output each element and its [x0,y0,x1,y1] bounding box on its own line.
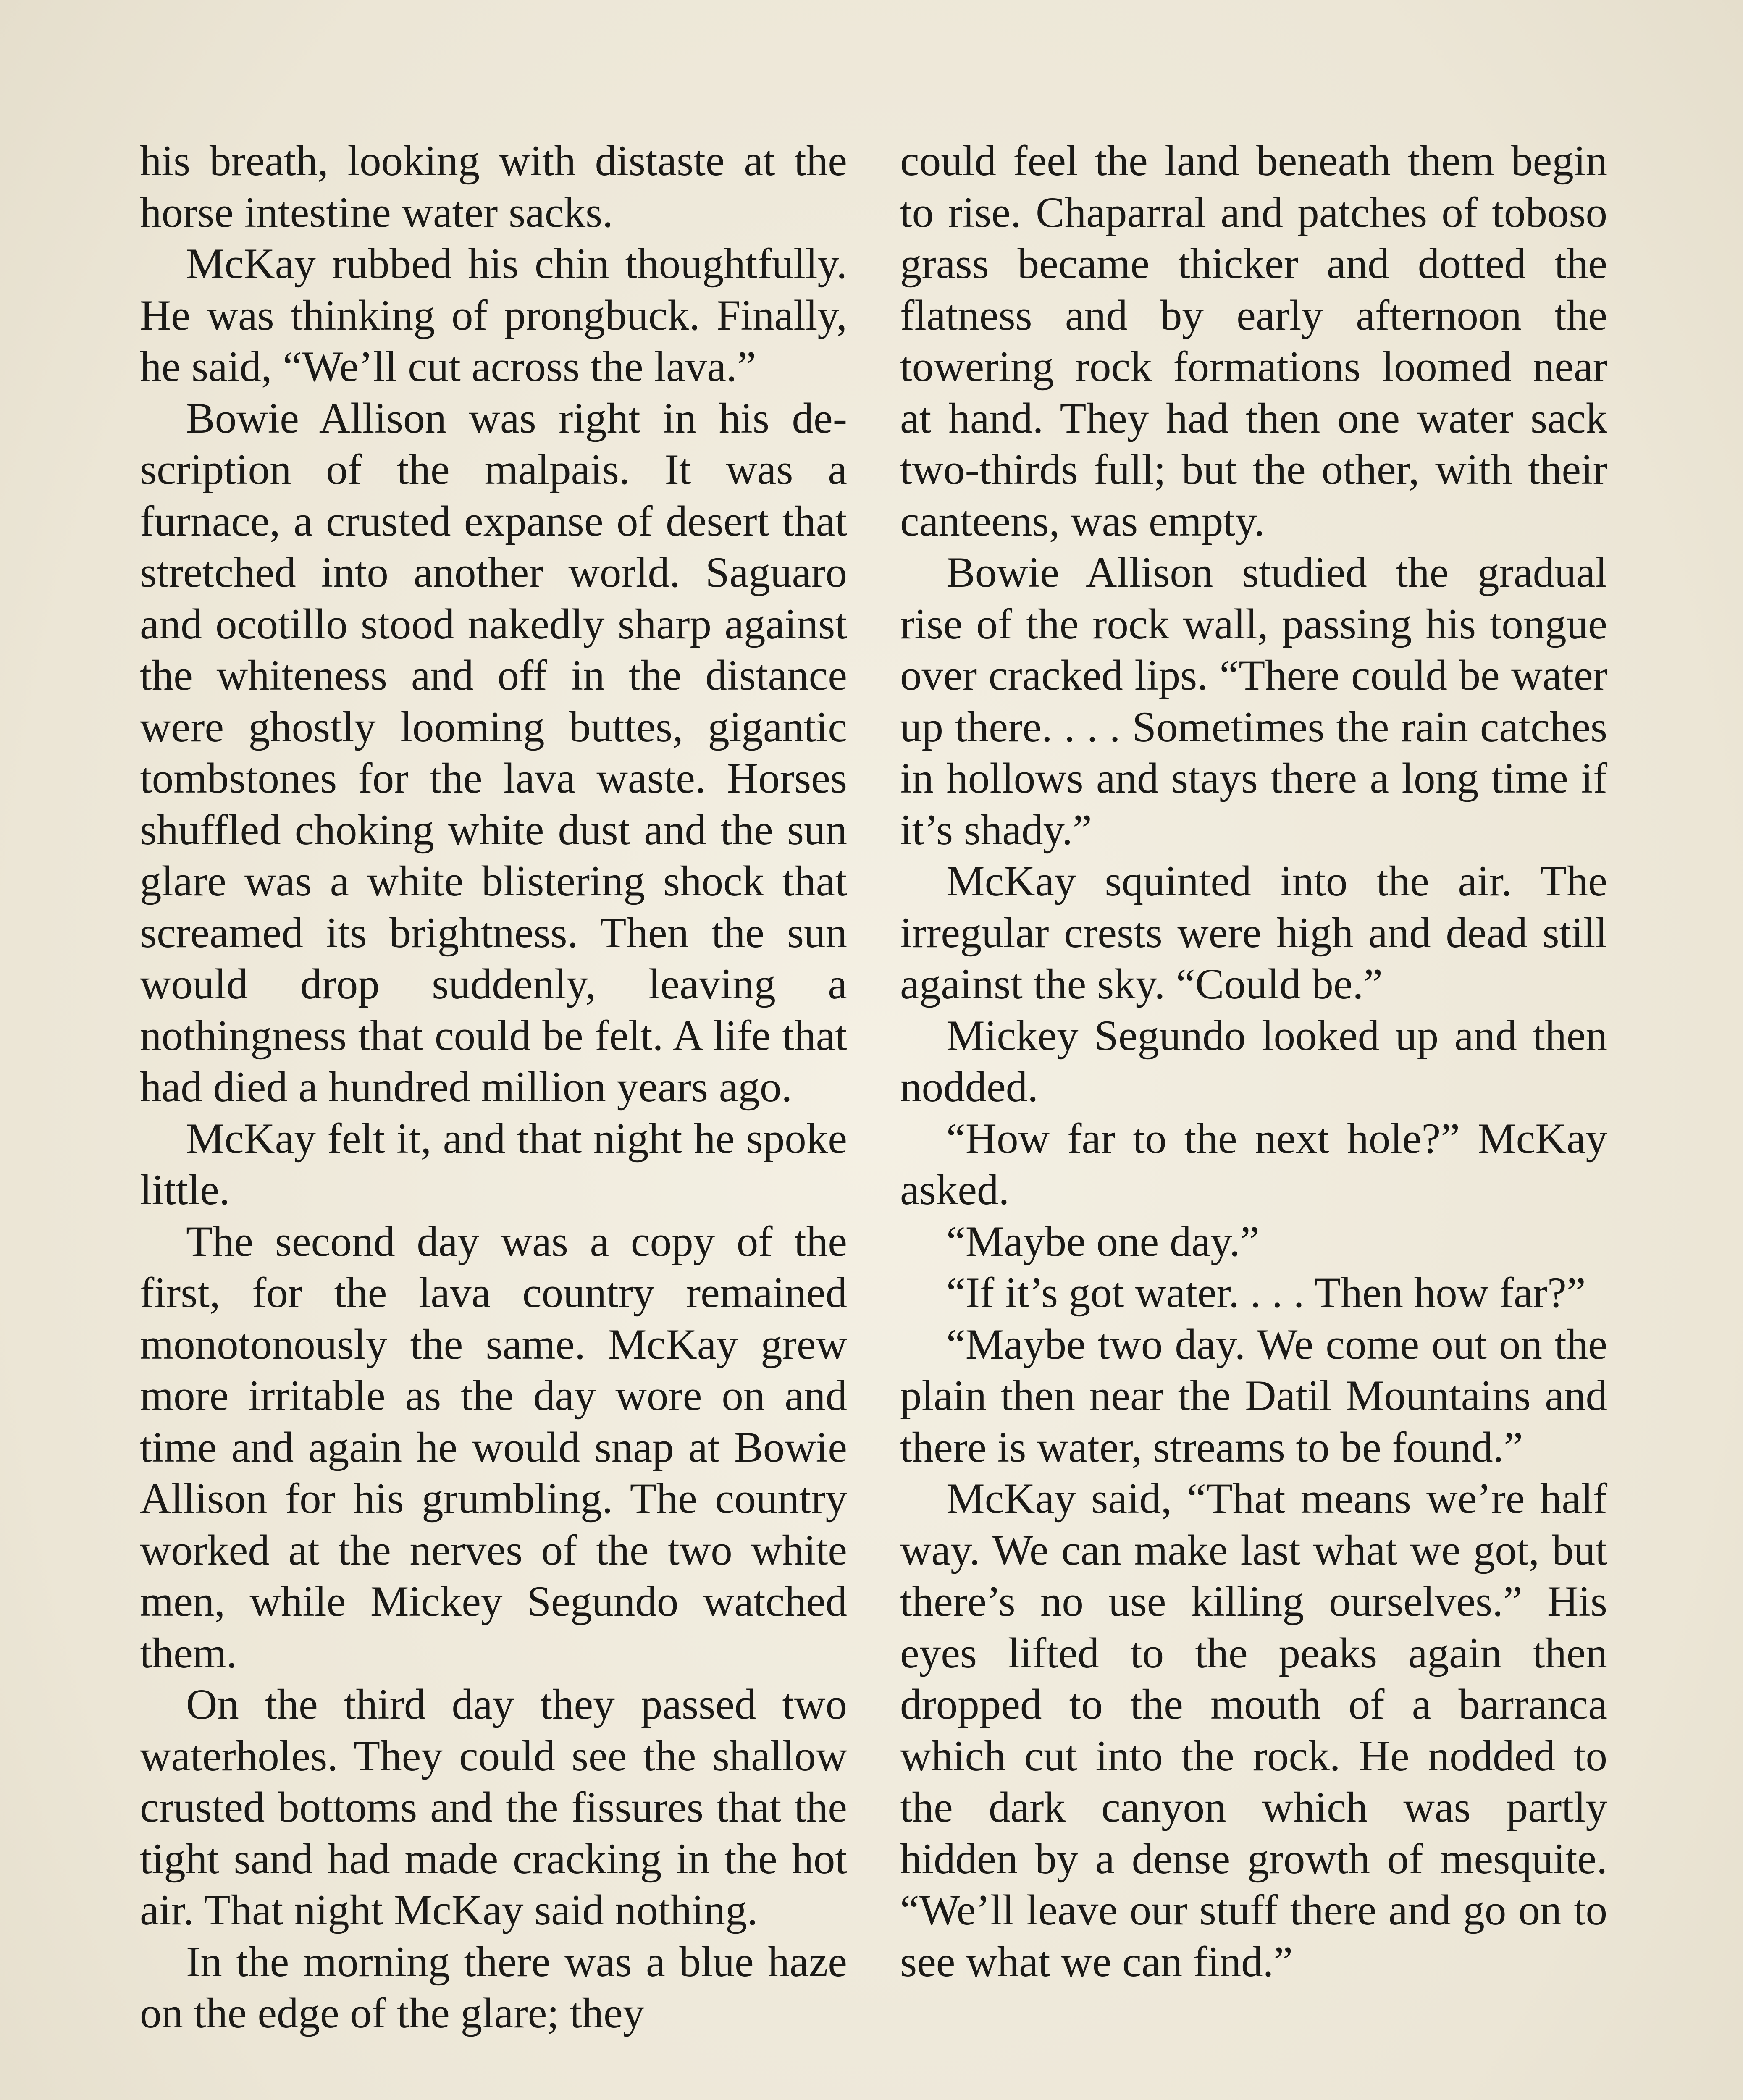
paragraph: In the morning there was a blue haze on the edge of the glare; they [140,1937,847,2037]
paragraph: Bowie Allison was right in his description of the malpais. It was a furnace, a crusted expanse of desert that stretched into another world. Saguaro and ocotillo stood nakedly sharp against the whiteness and off in the distance were ghostly looming buttes, gigantic tombstones for the lava waste. Horses shuffled choking white dust and the sun glare was a white blistering shock that screamed its brightness. Then the sun would drop suddenly, leaving a nothingness that could be felt. A life that had died a hundred million years ago. [140,394,847,1111]
paragraph: his breath, looking with distaste at the horse intestine water sacks. [140,137,847,236]
paragraph: “Maybe two day. We come out on the plain then near the Datil Mountains and there is water, streams to be found.” [900,1320,1607,1471]
paragraph: McKay said, “That means we’re half way. We can make last what we got, but there’s no use killing ourselves.” His eyes lifted to the peaks again then dropped to the mouth of a barranca which cut into the rock. He nodded to the dark canyon which was partly hidden by a dense growth of mesquite. “We’ll leave our stuff there and go on to see what we can find.” [900,1475,1607,1986]
paragraph: McKay rubbed his chin thoughtfully. He was thinking of prongbuck. Finally, he said, “We’ll cut across the lava.” [140,240,847,391]
paragraph: McKay felt it, and that night he spoke little. [140,1114,847,1214]
paragraph: could feel the land beneath them begin to rise. Chaparral and patches of toboso grass became thicker and dotted the flatness and by early afternoon the towering rock formations loomed near at hand. They had then one water sack two-thirds full; but the other, with their canteens, was empty. [900,137,1607,545]
paragraph: On the third day they passed two waterholes. They could see the shallow crusted bottoms and the fissures that the tight sand had made cracking in the hot air. That night McKay said nothing. [140,1680,847,1934]
left-text-column [140,135,847,2039]
paragraph: McKay squinted into the air. The irregular crests were high and dead still against the sky. “Could be.” [900,857,1607,1008]
paragraph: Bowie Allison studied the gradual rise of the rock wall, passing his tongue over cracked lips. “There could be water up there. . . . Sometimes the rain catches in hollows and stays there a long time if it’s shady.” [900,549,1607,854]
right-text-column [900,135,1607,1987]
paragraph: Mickey Segundo looked up and then nodded. [900,1011,1607,1111]
paragraph: The second day was a copy of the first, for the lava country remained monotonously the same. McKay grew more irritable as the day wore on and time and again he would snap at Bowie Allison for his grumbling. The country worked at the nerves of the two white men, while Mickey Segundo watched them. [140,1217,847,1677]
paragraph: “How far to the next hole?” McKay asked. [900,1114,1607,1214]
paragraph: “Maybe one day.” [946,1217,1260,1265]
paragraph: “If it’s got water. . . . Then how far?” [946,1269,1586,1317]
